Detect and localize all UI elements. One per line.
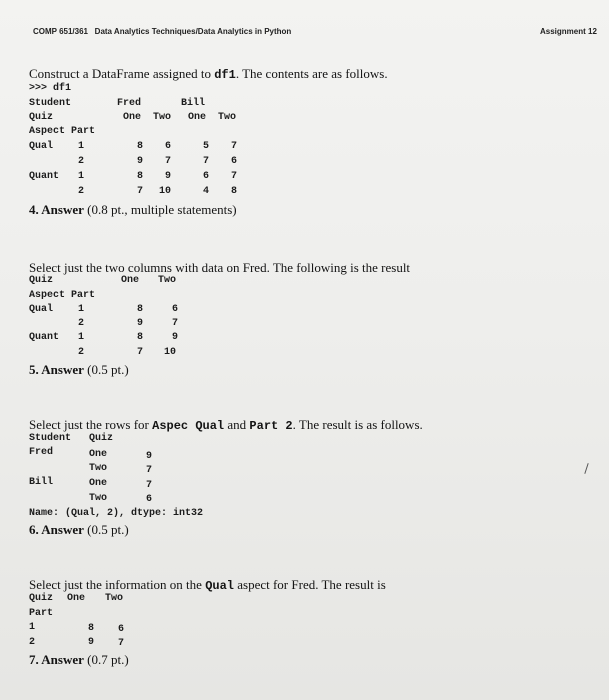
q6-prompt-code1: Aspec Qual bbox=[152, 419, 225, 433]
q4-points: (0.8 pt., multiple statements) bbox=[83, 202, 237, 217]
q4-cell: 7 bbox=[231, 141, 238, 152]
q4-cell: 7 bbox=[137, 186, 144, 197]
q6-row-quiz: One bbox=[89, 478, 108, 489]
q7-col-one: One bbox=[67, 593, 86, 604]
q7-row-part: 2 bbox=[29, 637, 36, 648]
q7-cell: 6 bbox=[118, 624, 125, 635]
q6-row-quiz: Two bbox=[89, 463, 108, 474]
q4-aspect-part-label: Aspect Part bbox=[29, 126, 96, 137]
q4-row-aspect: Qual bbox=[29, 141, 54, 152]
q6-cell: 6 bbox=[146, 494, 153, 505]
q4-cell: 8 bbox=[231, 186, 238, 197]
q4-answer bbox=[29, 202, 237, 218]
q6-prompt bbox=[29, 417, 423, 433]
q5-cell: 6 bbox=[172, 304, 179, 315]
q4-row-part: 1 bbox=[78, 141, 85, 152]
q4-answer-label: 4. Answer bbox=[29, 202, 84, 217]
q4-cell: 6 bbox=[203, 171, 210, 182]
q6-points: (0.5 pt.) bbox=[83, 522, 129, 537]
q4-row-part: 2 bbox=[78, 186, 85, 197]
q5-cell: 9 bbox=[137, 318, 144, 329]
q4-quiz-label: Quiz bbox=[29, 112, 54, 123]
q5-cell: 8 bbox=[137, 332, 144, 343]
q5-quiz-label: Quiz bbox=[29, 275, 54, 286]
q4-prompt-post: . The contents are as follows. bbox=[235, 66, 388, 81]
q6-prompt-post: . The result is as follows. bbox=[292, 417, 423, 432]
q5-prompt: Select just the two columns with data on Fred. The following is the result bbox=[29, 260, 411, 275]
q5-points: (0.5 pt.) bbox=[83, 362, 129, 377]
q6-row-quiz: Two bbox=[89, 493, 108, 504]
q4-cell: 5 bbox=[203, 141, 210, 152]
q7-col-two: Two bbox=[105, 593, 124, 604]
q7-points: (0.7 pt.) bbox=[83, 652, 129, 667]
q4-cell: 9 bbox=[165, 171, 172, 182]
q6-student-label: Student bbox=[29, 433, 72, 444]
q5-row-part: 2 bbox=[78, 318, 85, 329]
q4-cell: 4 bbox=[203, 186, 210, 197]
q7-cell: 8 bbox=[88, 623, 95, 634]
q6-quiz-label: Quiz bbox=[89, 433, 114, 444]
q4-bill-header: Bill bbox=[181, 98, 206, 109]
q6-row-quiz: One bbox=[89, 449, 108, 460]
q4-fred-header: Fred bbox=[117, 98, 142, 109]
q7-prompt-pre: Select just the information on the bbox=[29, 577, 206, 592]
q5-answer-label: 5. Answer bbox=[29, 362, 84, 377]
q5-cell: 10 bbox=[164, 347, 177, 358]
q7-cell: 7 bbox=[118, 638, 125, 649]
q5-col-two: Two bbox=[158, 275, 177, 286]
q5-row-part: 1 bbox=[78, 332, 85, 343]
q4-cell: 8 bbox=[137, 171, 144, 182]
q4-cell: 6 bbox=[165, 141, 172, 152]
q5-answer bbox=[29, 362, 129, 378]
q7-cell: 9 bbox=[88, 637, 95, 648]
q7-part-label: Part bbox=[29, 608, 54, 619]
q6-cell: 7 bbox=[146, 465, 153, 476]
q4-prompt-code: df1 bbox=[214, 68, 236, 82]
q5-cell: 7 bbox=[137, 347, 144, 358]
q7-prompt-code: Qual bbox=[205, 579, 234, 593]
q5-row-part: 2 bbox=[78, 347, 85, 358]
q4-cell: 7 bbox=[165, 156, 172, 167]
q4-quiz-cols-fred: One Two bbox=[123, 112, 172, 123]
q4-cell: 7 bbox=[203, 156, 210, 167]
q4-row-part: 2 bbox=[78, 156, 85, 167]
q6-prompt-pre: Select just the rows for bbox=[29, 417, 153, 432]
q5-col-one: One bbox=[121, 275, 140, 286]
q6-row-student: Fred bbox=[29, 447, 54, 458]
pencil-mark bbox=[584, 463, 588, 474]
q4-cell: 6 bbox=[231, 156, 238, 167]
q6-cell: 7 bbox=[146, 480, 153, 491]
q5-row-part: 1 bbox=[78, 304, 85, 315]
q4-repl-line: >>> df1 bbox=[29, 83, 72, 94]
q4-cell: 8 bbox=[137, 141, 144, 152]
q4-student-label: Student bbox=[29, 98, 72, 109]
q7-answer bbox=[29, 652, 129, 668]
q6-row-student: Bill bbox=[29, 477, 54, 488]
q4-cell: 9 bbox=[137, 156, 144, 167]
q4-cell: 7 bbox=[231, 171, 238, 182]
q7-prompt-post: aspect for Fred. The result is bbox=[234, 577, 386, 592]
q5-row-aspect: Quant bbox=[29, 332, 60, 343]
q5-cell: 7 bbox=[172, 318, 179, 329]
q4-row-part: 1 bbox=[78, 171, 85, 182]
q5-cell: 8 bbox=[137, 304, 144, 315]
q6-cell: 9 bbox=[146, 451, 153, 462]
q7-prompt bbox=[29, 577, 386, 593]
q7-quiz-label: Quiz bbox=[29, 593, 54, 604]
q5-cell: 9 bbox=[172, 332, 179, 343]
q4-prompt bbox=[29, 66, 388, 82]
q6-prompt-code2: Part 2 bbox=[249, 419, 293, 433]
q5-aspect-part-label: Aspect Part bbox=[29, 290, 96, 301]
assignment-label: Assignment 12 bbox=[540, 27, 597, 36]
q7-answer-label: 7. Answer bbox=[29, 652, 84, 667]
course-header: COMP 651/361 Data Analytics Techniques/Data Analytics in Python bbox=[33, 27, 292, 36]
q5-row-aspect: Qual bbox=[29, 304, 54, 315]
q4-prompt-pre: Construct a DataFrame assigned to bbox=[29, 66, 215, 81]
q6-prompt-mid: and bbox=[224, 417, 250, 432]
q4-row-aspect: Quant bbox=[29, 171, 60, 182]
q4-cell: 10 bbox=[159, 186, 172, 197]
q6-answer bbox=[29, 522, 129, 538]
q7-row-part: 1 bbox=[29, 622, 36, 633]
q6-name-line: Name: (Qual, 2), dtype: int32 bbox=[29, 508, 204, 519]
q4-quiz-cols-bill: One Two bbox=[188, 112, 237, 123]
q6-answer-label: 6. Answer bbox=[29, 522, 84, 537]
